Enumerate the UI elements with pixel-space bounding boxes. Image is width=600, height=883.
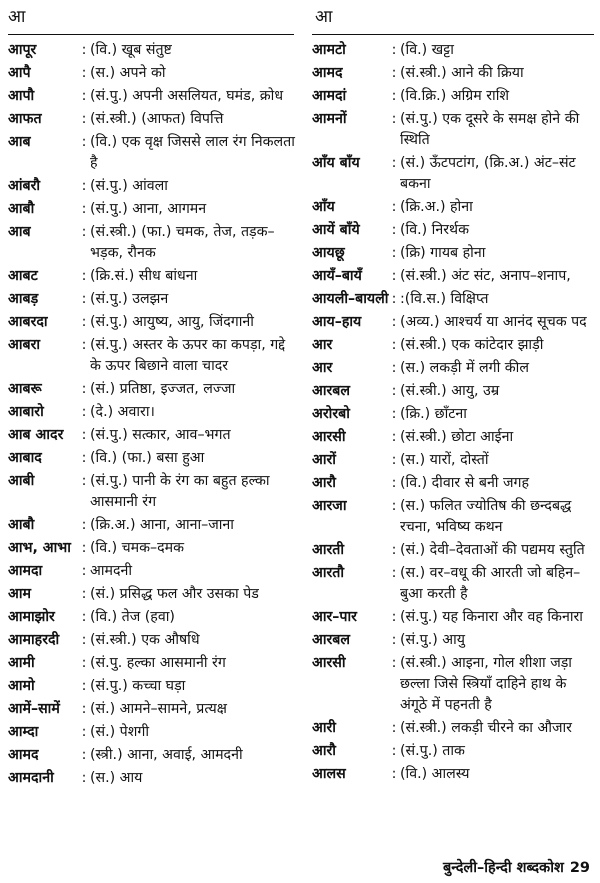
definition: (सं.स्त्री.) अंट संट, अनाप–शनाप, <box>400 268 571 284</box>
headword: आरसी <box>312 655 346 671</box>
separator-colon: : <box>81 178 87 194</box>
separator-colon: : <box>81 65 87 81</box>
dictionary-entry <box>8 40 298 61</box>
separator-colon: : <box>81 88 87 104</box>
dictionary-entry <box>312 607 596 628</box>
definition: (सं.पु.) उलझन <box>90 291 169 307</box>
headword: आमी <box>8 655 35 671</box>
dictionary-entry <box>312 86 596 107</box>
headword: आपूर <box>8 42 37 58</box>
dictionary-entry <box>8 745 298 766</box>
dictionary-entry <box>8 653 298 674</box>
separator-colon: : <box>391 475 397 491</box>
headword: आरतौ <box>312 565 345 581</box>
separator-colon: : <box>81 678 87 694</box>
right-column-letter: आ <box>315 7 333 27</box>
dictionary-entry <box>312 630 596 651</box>
separator-colon: : <box>391 314 397 330</box>
definition: (स.) फलित ज्योतिष की छन्दबद्ध रचना, भविष्य कथन <box>400 498 572 535</box>
dictionary-entry <box>312 40 596 61</box>
definition: (सं.) प्रसिद्ध फल और उसका पेड <box>90 586 259 602</box>
headword: आमद <box>8 747 39 763</box>
dictionary-entry <box>8 176 298 197</box>
definition: (अव्य.) आश्चर्य या आनंद सूचक पद <box>400 314 587 330</box>
headword: आपौ <box>8 88 35 104</box>
left-column <box>8 40 298 791</box>
definition: (क्रि) गायब होना <box>400 245 486 261</box>
headword: आबाद <box>8 450 42 466</box>
definition: (सं.स्त्री.) आइना, गोल शीशा जड़ा छल्ला जिसे स्त्रियाँ दाहिने हाथ के अंगूठे में पहनती है <box>400 655 572 713</box>
definition: (सं.पु.) यह किनारा और वह किनारा <box>400 609 583 625</box>
headword: आमदां <box>312 88 347 104</box>
dictionary-entry <box>8 768 298 789</box>
right-column <box>312 40 596 787</box>
separator-colon: : <box>391 766 397 782</box>
headword: आमाहरदी <box>8 632 60 648</box>
definition: (वि.) आलस्य <box>400 766 470 782</box>
separator-colon: : <box>81 517 87 533</box>
definition: (वि.) खट्टा <box>400 42 454 58</box>
definition: (सं.स्त्री.) एक औषधि <box>90 632 200 648</box>
definition: (सं.पु.) एक दूसरे के समक्ष होने की स्थिति <box>400 111 580 148</box>
separator-colon: : <box>81 381 87 397</box>
headword: आपै <box>8 65 31 81</box>
separator-colon: : <box>81 224 87 240</box>
dictionary-entry <box>312 540 596 561</box>
definition: :(वि.स.) विक्षिप्त <box>400 291 489 307</box>
separator-colon: : <box>391 406 397 422</box>
dictionary-entry <box>312 381 596 402</box>
separator-colon: : <box>81 747 87 763</box>
definition: (स.) अपने को <box>90 65 166 81</box>
dictionary-entry <box>312 220 596 241</box>
separator-colon: : <box>391 65 397 81</box>
separator-colon: : <box>81 404 87 420</box>
separator-colon: : <box>81 268 87 284</box>
separator-colon: : <box>391 42 397 58</box>
dictionary-entry <box>8 538 298 559</box>
definition: (सं.पु.) आंवला <box>90 178 168 194</box>
separator-colon: : <box>81 770 87 786</box>
separator-colon: : <box>81 427 87 443</box>
definition: (वि.) दीवार से बनी जगह <box>400 475 530 491</box>
separator-colon: : <box>391 743 397 759</box>
separator-colon: : <box>81 586 87 602</box>
separator-colon: : <box>81 337 87 353</box>
dictionary-entry <box>312 243 596 264</box>
dictionary-entry <box>312 563 596 605</box>
definition: (सं.पु. हल्का आसमानी रंग <box>90 655 226 671</box>
separator-colon: : <box>81 655 87 671</box>
headword: आँय बाँय <box>312 155 360 171</box>
dictionary-entry <box>312 496 596 538</box>
dictionary-entry <box>8 402 298 423</box>
separator-colon: : <box>391 222 397 238</box>
page-header <box>0 0 600 36</box>
dictionary-entry <box>8 448 298 469</box>
definition: (क्रि.सं.) सीध बांधना <box>90 268 198 284</box>
definition: (स.) आय <box>90 770 143 786</box>
definition: (सं.) देवी–देवताओं की पद्यमय स्तुति <box>400 542 585 558</box>
separator-colon: : <box>391 360 397 376</box>
dictionary-entry <box>312 718 596 739</box>
separator-colon: : <box>391 498 397 514</box>
separator-colon: : <box>391 720 397 736</box>
headword: आबी <box>8 473 35 489</box>
definition: (सं.स्त्री.) (फा.) चमक, तेज, तड़क–भड़क, रौनक <box>90 224 275 261</box>
definition: (सं.) पेशगी <box>90 724 150 740</box>
dictionary-entry <box>312 197 596 218</box>
definition: (सं.पु.) ताक <box>400 743 465 759</box>
definition: (सं.) आमने–सामने, प्रत्यक्ष <box>90 701 227 717</box>
headword: आमें–सामें <box>8 701 60 717</box>
headword: आबौ <box>8 517 35 533</box>
dictionary-entry <box>312 335 596 356</box>
definition: (क्रि.अ.) आना, आना–जाना <box>90 517 234 533</box>
dictionary-entry <box>8 676 298 697</box>
dictionary-entry <box>8 312 298 333</box>
headword: आरजा <box>312 498 347 514</box>
dictionary-entry <box>8 199 298 220</box>
headword: आयली–बायली <box>312 291 389 307</box>
definition: (सं.पु.) आना, आगमन <box>90 201 207 217</box>
headword: आँय <box>312 199 335 215</box>
headword: आबौ <box>8 201 35 217</box>
definition: (वि.) निरर्थक <box>400 222 469 238</box>
headword: आरौ <box>312 475 336 491</box>
separator-colon: : <box>81 632 87 648</box>
headword: आरों <box>312 452 336 468</box>
definition: (वि.) तेज (हवा) <box>90 609 175 625</box>
headword: आबट <box>8 268 38 284</box>
definition: (स.) लकड़ी में लगी कील <box>400 360 529 376</box>
headword: आरबल <box>312 632 351 648</box>
dictionary-entry <box>8 266 298 287</box>
separator-colon: : <box>391 655 397 671</box>
dictionary-entry <box>8 379 298 400</box>
page-number: 29 <box>569 860 590 876</box>
definition: (सं.स्त्री.) छोटा आईना <box>400 429 514 445</box>
definition: (सं.पु.) सत्कार, आव–भगत <box>90 427 231 443</box>
separator-colon: : <box>81 450 87 466</box>
headword: आफत <box>8 111 42 127</box>
separator-colon: : <box>391 155 397 171</box>
separator-colon: : <box>81 291 87 307</box>
separator-colon: : <box>81 134 87 150</box>
headword: आलस <box>312 766 346 782</box>
headword: आबरदा <box>8 314 48 330</box>
dictionary-entry <box>312 764 596 785</box>
dictionary-entry <box>8 425 298 446</box>
definition: (वि.) (फा.) बसा हुआ <box>90 450 205 466</box>
definition: (सं.) प्रतिष्ठा, इज्जत, लज्जा <box>90 381 236 397</box>
definition: (सं.स्त्री.) आयु, उम्र <box>400 383 500 399</box>
dictionary-entry <box>312 450 596 471</box>
definition: (सं.पु.) आयुष्य, आयु, जिंदगानी <box>90 314 254 330</box>
dictionary-entry <box>8 109 298 130</box>
headword: आब आदर <box>8 427 64 443</box>
definition: (वि.) खूब संतुष्ट <box>90 42 172 58</box>
dictionary-entry <box>8 222 298 264</box>
separator-colon: : <box>81 42 87 58</box>
headword: आरबल <box>312 383 351 399</box>
headword: आमनों <box>312 111 347 127</box>
separator-colon: : <box>391 199 397 215</box>
dictionary-entry <box>8 335 298 377</box>
book-title: बुन्देली–हिन्दी शब्दकोश <box>442 860 564 876</box>
headword: आयछू <box>312 245 345 261</box>
headword: आमो <box>8 678 35 694</box>
definition: (स.) यारों, दोस्तों <box>400 452 489 468</box>
header-rule-left <box>8 34 294 35</box>
headword: आम <box>8 586 31 602</box>
definition: (सं.पु.) अस्तर के ऊपर का कपड़ा, गद्दे के ऊपर बिछाने वाला चादर <box>90 337 286 374</box>
dictionary-entry <box>312 109 596 151</box>
dictionary-entry <box>8 584 298 605</box>
definition: (सं.स्त्री.) लकड़ी चीरने का औजार <box>400 720 572 736</box>
separator-colon: : <box>391 245 397 261</box>
separator-colon: : <box>391 452 397 468</box>
definition: (सं.स्त्री.) एक कांटेदार झाड़ी <box>400 337 544 353</box>
headword: आमदा <box>8 563 43 579</box>
definition: आमदनी <box>90 563 133 579</box>
dictionary-entry <box>312 312 596 333</box>
separator-colon: : <box>391 542 397 558</box>
headword: आर–पार <box>312 609 357 625</box>
headword: आम्दा <box>8 724 39 740</box>
headword: आर <box>312 360 333 376</box>
dictionary-entry <box>312 266 596 287</box>
headword: आयें बाँये <box>312 222 360 238</box>
headword: आरी <box>312 720 336 736</box>
separator-colon: : <box>391 291 397 307</box>
separator-colon: : <box>81 724 87 740</box>
definition: (वि.) एक वृक्ष जिससे लाल रंग निकलता है <box>90 134 295 171</box>
dictionary-entry <box>312 404 596 425</box>
separator-colon: : <box>391 337 397 353</box>
dictionary-entry <box>312 289 596 310</box>
separator-colon: : <box>81 473 87 489</box>
dictionary-entry <box>312 473 596 494</box>
definition: (सं.स्त्री.) (आफत) विपत्ति <box>90 111 224 127</box>
separator-colon: : <box>391 429 397 445</box>
separator-colon: : <box>81 609 87 625</box>
headword: आबरा <box>8 337 41 353</box>
headword: आर <box>312 337 333 353</box>
headword: आमद <box>312 65 343 81</box>
dictionary-entry <box>312 427 596 448</box>
separator-colon: : <box>81 563 87 579</box>
separator-colon: : <box>391 88 397 104</box>
headword: आंबरौ <box>8 178 41 194</box>
separator-colon: : <box>81 540 87 556</box>
dictionary-entry <box>8 515 298 536</box>
definition: (सं.पु.) कच्चा घड़ा <box>90 678 186 694</box>
separator-colon: : <box>391 383 397 399</box>
definition: (वि.) चमक–दमक <box>90 540 185 556</box>
headword: आमाझोर <box>8 609 55 625</box>
definition: (दे.) अवारा। <box>90 404 155 420</box>
separator-colon: : <box>391 111 397 127</box>
definition: (स.) वर–वधू की आरती जो बहिन–बुआ करती है <box>400 565 581 602</box>
definition: (क्रि.) छाँटना <box>400 406 467 422</box>
separator-colon: : <box>81 201 87 217</box>
headword: आय–हाय <box>312 314 362 330</box>
dictionary-entry <box>8 471 298 513</box>
dictionary-entry <box>8 289 298 310</box>
headword: आरसी <box>312 429 346 445</box>
headword: आभ, आभा <box>8 540 71 556</box>
dictionary-entry <box>312 358 596 379</box>
separator-colon: : <box>81 111 87 127</box>
dictionary-entry <box>8 63 298 84</box>
headword: आबारो <box>8 404 44 420</box>
dictionary-entry <box>8 86 298 107</box>
dictionary-entry <box>8 561 298 582</box>
headword: आब <box>8 134 31 150</box>
definition: (स्त्री.) आना, अवाई, आमदनी <box>90 747 243 763</box>
separator-colon: : <box>81 701 87 717</box>
dictionary-entry <box>8 722 298 743</box>
headword: आमटो <box>312 42 346 58</box>
headword: अरोरबो <box>312 406 350 422</box>
definition: (सं.स्त्री.) आने की क्रिया <box>400 65 524 81</box>
headword: आबड़ <box>8 291 39 307</box>
dictionary-entry <box>312 653 596 716</box>
headword: आरौ <box>312 743 336 759</box>
headword: आमदानी <box>8 770 54 786</box>
dictionary-entry <box>8 607 298 628</box>
definition: (सं.पु.) पानी के रंग का बहुत हल्का आसमानी रंग <box>90 473 270 510</box>
separator-colon: : <box>391 565 397 581</box>
headword: आयँ–बायँ <box>312 268 362 284</box>
header-rule-right <box>312 34 594 35</box>
separator-colon: : <box>81 314 87 330</box>
dictionary-entry <box>312 741 596 762</box>
dictionary-entry <box>312 63 596 84</box>
dictionary-entry <box>8 132 298 174</box>
separator-colon: : <box>391 632 397 648</box>
dictionary-entry <box>8 630 298 651</box>
definition: (वि.क्रि.) अग्रिम राशि <box>400 88 510 104</box>
definition: (सं.पु.) आयु <box>400 632 465 648</box>
separator-colon: : <box>391 609 397 625</box>
dictionary-entry <box>312 153 596 195</box>
headword: आबरू <box>8 381 42 397</box>
headword: आरती <box>312 542 345 558</box>
definition: (क्रि.अ.) होना <box>400 199 473 215</box>
separator-colon: : <box>391 268 397 284</box>
dictionary-entry <box>8 699 298 720</box>
page-footer <box>443 857 590 877</box>
definition: (सं.पु.) अपनी असलियत, घमंड, क्रोध <box>90 88 284 104</box>
headword: आब <box>8 224 31 240</box>
definition: (सं.) ऊँटपटांग, (क्रि.अ.) अंट–संट बकना <box>400 155 576 192</box>
left-column-letter: आ <box>8 7 26 27</box>
